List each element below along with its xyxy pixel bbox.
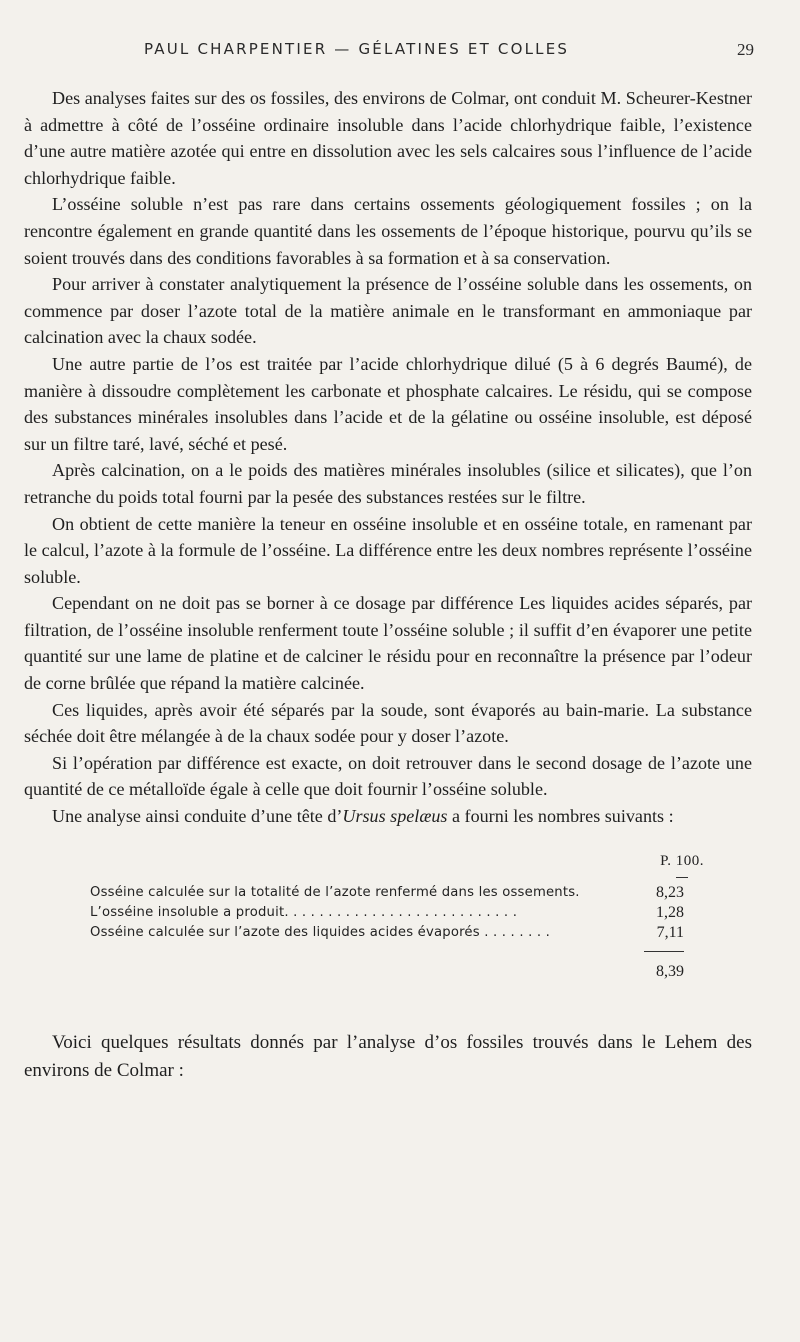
paragraph: Après calcination, on a le poids des matières minérales insolubles (silice et silicates), que l’on retranche du poids total fourni par la pesée des substances restées sur le filtre. xyxy=(24,460,752,507)
table-row xyxy=(24,903,752,923)
row-value: 7,11 xyxy=(656,923,684,941)
analysis-intro-after: a fourni les nombres suivants : xyxy=(447,806,674,827)
paragraph: Des analyses faites sur des os fossiles, des environs de Colmar, ont conduit M. Scheurer-Kestner à admettre à côté de l’osséine ordinaire insoluble dans l’acide chlorhydrique faible, l’existence d’une autre matière azotée qui entre en dissolution avec les sels calcaires sous l’influence de l’acide chlorhydrique faible. xyxy=(24,88,752,188)
results-table xyxy=(24,853,752,985)
row-label: Osséine calculée sur l’azote des liquides acides évaporés . . . . . . . . xyxy=(90,924,551,940)
unit-label: P. 100. xyxy=(660,852,704,869)
paragraph: Si l’opération par différence est exacte, on doit retrouver dans le second dosage de l’azote une quantité de ce métalloïde égale à celle que doit fournir l’osséine soluble. xyxy=(24,752,752,800)
paragraph: Cependant on ne doit pas se borner à ce dosage par différence Les liquides acides séparés, par filtration, de l’osséine insoluble renferment toute l’osséine soluble ; il suffit d’en évaporer une petite quantité sur une lame de platine et de calciner le résidu pour en reconnaître la présence par l’odeur de corne brûlée que répand la matière calcinée. xyxy=(24,593,752,694)
row-label: Osséine calculée sur la totalité de l’azote renfermé dans les ossements. xyxy=(90,884,580,900)
paragraph: L’osséine soluble n’est pas rare dans certains ossements géologiquement fossiles ; on la rencontre également en grande quantité dans les ossements de l’époque historique, pourvu qu’ils se soient trouvés dans des conditions favorables à sa formation et à sa conservation. xyxy=(24,194,752,268)
closing-text xyxy=(24,1029,752,1085)
page-number: 29 xyxy=(737,40,754,59)
running-header xyxy=(24,40,752,70)
paragraph: On obtient de cette manière la teneur en osséine insoluble et en osséine totale, en ramenant par le calcul, l’azote à la formule de l’osséine. La différence entre les deux nombres représente l’osséine soluble. xyxy=(24,513,752,587)
analysis-intro-paragraph xyxy=(24,803,752,830)
unit-row xyxy=(24,853,752,883)
total-row xyxy=(24,957,752,985)
total-value: 8,39 xyxy=(656,962,684,980)
body-text xyxy=(24,85,752,830)
table-row xyxy=(24,923,752,943)
closing-paragraph: Voici quelques résultats donnés par l’analyse d’os fossiles trouvés dans le Lehem des environs de Colmar : xyxy=(24,1031,752,1081)
total-rule xyxy=(24,943,752,957)
row-value: 8,23 xyxy=(656,883,684,901)
document-page xyxy=(24,40,752,1085)
row-value: 1,28 xyxy=(656,903,684,921)
row-label: L’osséine insoluble a produit. . . . . . . . . . . . . . . . . . . . . . . . . . . xyxy=(90,904,518,920)
header-title: PAUL CHARPENTIER — GÉLATINES ET COLLES xyxy=(144,40,570,58)
paragraph: Ces liquides, après avoir été séparés par la soude, sont évaporés au bain-marie. La substance séchée doit être mélangée à de la chaux sodée pour y doser l’azote. xyxy=(24,699,752,747)
analysis-intro-before: Une analyse ainsi conduite d’une tête d’ xyxy=(52,806,343,827)
unit-rule xyxy=(676,877,688,878)
table-row xyxy=(24,883,752,903)
species-name: Ursus spelæus xyxy=(342,806,448,827)
paragraph: Une autre partie de l’os est traitée par l’acide chlorhydrique dilué (5 à 6 degrés Baumé), de manière à dissoudre complètement les carbonate et phosphate calcaires. Le résidu, qui se compose des substances minérales insolubles dans l’acide et de la gélatine ou osséine insoluble, est déposé sur un filtre taré, lavé, séché et pesé. xyxy=(24,353,752,454)
paragraph: Pour arriver à constater analytiquement la présence de l’osséine soluble dans les ossements, on commence par doser l’azote total de la matière animale en le transformant en ammoniaque par calcination avec la chaux sodée. xyxy=(24,274,752,348)
